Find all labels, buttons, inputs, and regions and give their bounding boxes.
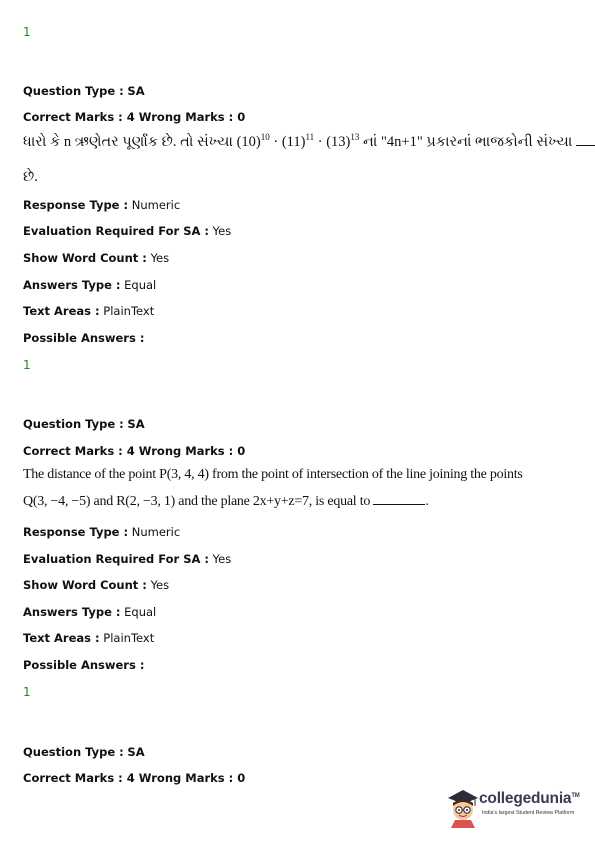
question-text — [23, 134, 595, 151]
text-areas-row — [23, 631, 154, 645]
question-type-row — [23, 84, 145, 98]
question-type-value: SA — [127, 84, 145, 98]
response-type-row — [23, 198, 180, 212]
question-type-row — [23, 745, 145, 759]
question-text-part: Q(3, −4, −5) and R(2, −3, 1) and the plane 2x+y+z=7, is equal to — [23, 494, 374, 509]
question-type-label: Question Type : — [23, 745, 124, 759]
answers-type-label: Answers Type : — [23, 605, 121, 619]
question-text-part: · (13) — [314, 134, 351, 150]
answers-type-row — [23, 278, 156, 292]
collegedunia-logo — [445, 784, 585, 830]
question-type-label: Question Type : — [23, 417, 124, 431]
text-areas-row — [23, 304, 154, 318]
answer-value: 1 — [23, 685, 31, 699]
answers-type-label: Answers Type : — [23, 278, 121, 292]
answer-value: 1 — [23, 358, 31, 372]
possible-answers-label: Possible Answers : — [23, 658, 145, 672]
possible-answers-label: Possible Answers : — [23, 331, 145, 345]
question-type-value: SA — [127, 417, 145, 431]
mascot-icon — [445, 784, 481, 828]
question-text-line2 — [23, 493, 429, 510]
evaluation-row — [23, 552, 231, 566]
answers-type-value: Equal — [124, 605, 157, 619]
answer-blank — [576, 135, 595, 146]
response-type-row — [23, 525, 180, 539]
response-type-value: Numeric — [131, 198, 181, 212]
answers-type-row — [23, 605, 156, 619]
question-type-value: SA — [127, 745, 145, 759]
response-type-value: Numeric — [131, 525, 181, 539]
word-count-value: Yes — [150, 251, 170, 265]
question-text-line2: છે. — [23, 169, 38, 185]
text-areas-label: Text Areas : — [23, 304, 100, 318]
response-type-label: Response Type : — [23, 525, 129, 539]
exponent: 13 — [350, 132, 360, 143]
brand-tagline: India's largest Student Review Platform — [482, 810, 575, 816]
question-type-label: Question Type : — [23, 84, 124, 98]
exponent: 11 — [305, 132, 315, 143]
text-areas-value: PlainText — [103, 304, 155, 318]
brand-name: collegedunia — [479, 790, 572, 807]
answers-type-value: Equal — [124, 278, 157, 292]
word-count-label: Show Word Count : — [23, 251, 147, 265]
word-count-row — [23, 578, 169, 592]
question-text-part: · (11) — [269, 134, 306, 150]
response-type-label: Response Type : — [23, 198, 129, 212]
word-count-value: Yes — [150, 578, 170, 592]
question-text-part: નાં "4n+1" પ્રકારનાં ભાજકોની સંખ્યા — [359, 134, 576, 150]
text-areas-value: PlainText — [103, 631, 155, 645]
word-count-label: Show Word Count : — [23, 578, 147, 592]
exponent: 10 — [260, 132, 270, 143]
question-type-row — [23, 417, 145, 431]
evaluation-row — [23, 224, 231, 238]
evaluation-value: Yes — [212, 552, 232, 566]
evaluation-value: Yes — [212, 224, 232, 238]
question-text-part: . — [425, 494, 429, 509]
answer-blank — [373, 494, 425, 505]
marks-row: Correct Marks : 4 Wrong Marks : 0 — [23, 444, 246, 458]
marks-row: Correct Marks : 4 Wrong Marks : 0 — [23, 771, 246, 785]
text-areas-label: Text Areas : — [23, 631, 100, 645]
trademark: TM — [571, 792, 580, 799]
word-count-row — [23, 251, 169, 265]
question-text-part: ધારો કે n ઋણેતર પૂર્ણાંક છે. તો સંખ્યા (10) — [23, 134, 261, 150]
marks-row: Correct Marks : 4 Wrong Marks : 0 — [23, 110, 246, 124]
question-text: The distance of the point P(3, 4, 4) from the point of intersection of the line joining the points — [23, 467, 523, 482]
evaluation-label: Evaluation Required For SA : — [23, 224, 210, 238]
evaluation-label: Evaluation Required For SA : — [23, 552, 210, 566]
answer-value: 1 — [23, 25, 31, 39]
